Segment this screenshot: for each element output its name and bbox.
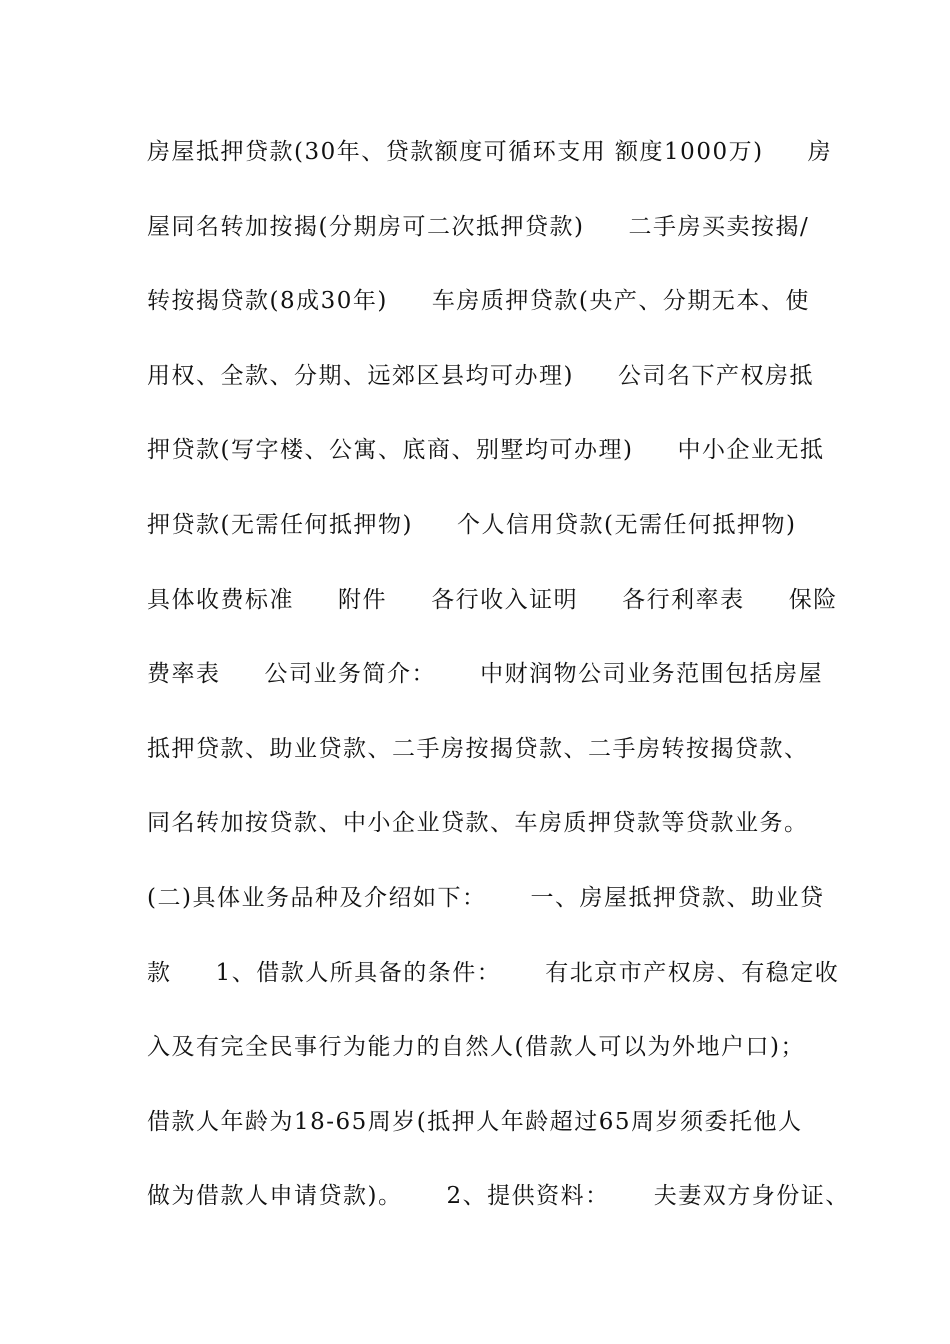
text-line: 做为借款人申请贷款)。 2、提供资料： 夫妻双方身份证、: [147, 1183, 850, 1210]
text-line: 转按揭贷款(8成30年) 车房质押贷款(央产、分期无本、使: [147, 288, 810, 315]
text-line: 款 1、借款人所具备的条件： 有北京市产权房、有稳定收: [147, 959, 840, 986]
text-line: 具体收费标准 附件 各行收入证明 各行利率表 保险: [147, 586, 838, 613]
text-line: 屋同名转加按揭(分期房可二次抵押贷款) 二手房买卖按揭/: [147, 213, 810, 240]
body-text: [147, 132, 850, 1251]
text-line: (二)具体业务品种及介绍如下： 一、房屋抵押贷款、助业贷: [147, 884, 825, 911]
text-line: 费率表 公司业务简介： 中财润物公司业务范围包括房屋: [147, 661, 824, 688]
text-line: 押贷款(无需任何抵押物) 个人信用贷款(无需任何抵押物): [147, 511, 797, 538]
text-line: 借款人年龄为18-65周岁(抵押人年龄超过65周岁须委托他人: [147, 1108, 803, 1135]
text-line: 抵押贷款、助业贷款、二手房按揭贷款、二手房转按揭贷款、: [147, 735, 809, 762]
text-line: 押贷款(写字楼、公寓、底商、别墅均可办理) 中小企业无抵: [147, 437, 825, 464]
text-line: 房屋抵押贷款(30年、贷款额度可循环支用 额度1000万) 房: [147, 139, 833, 165]
text-line: 用权、全款、分期、远郊区县均可办理) 公司名下产权房抵: [147, 362, 815, 389]
text-line: 同名转加按贷款、中小企业贷款、车房质押贷款等贷款业务。: [147, 810, 809, 837]
text-line: 入及有完全民事行为能力的自然人(借款人可以为外地户口)；: [147, 1034, 805, 1061]
